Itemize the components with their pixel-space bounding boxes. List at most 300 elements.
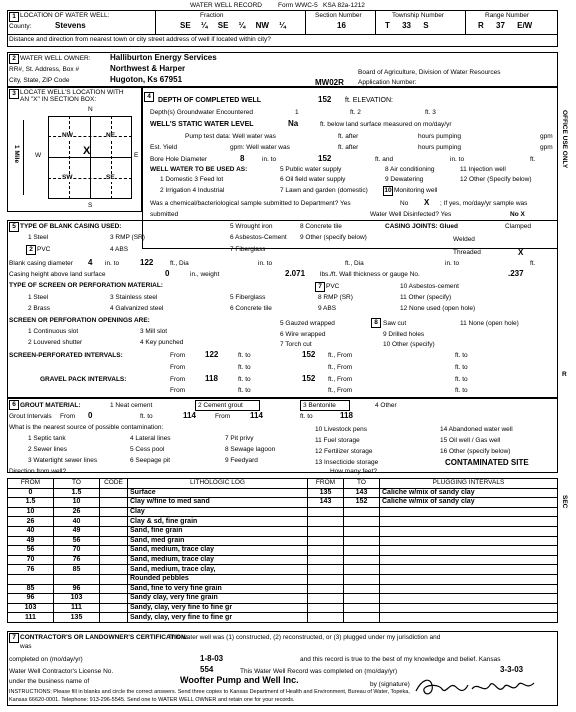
log-plug-to [344,603,380,613]
log-to: 10 [54,498,100,508]
log-description: Sand, medium, trace clay, [128,565,308,575]
license-label: Water Well Contractor's License No. [9,668,114,675]
log-header-lithologic: LITHOLOGIC LOG [128,479,308,489]
contam-8: 8 Sewage lagoon [225,446,276,453]
use-8: 8 Air conditioning [385,166,435,173]
instructions-text-2: Kansas 66620-0001. Telephone: 913-296-5545. Send one to WATER WELL OWNER and retain one for your records. [9,697,295,703]
county-value: Stevens [55,21,86,30]
section-number-7: 7 [9,633,19,643]
gravel-ft-from: ft., From [328,376,353,383]
log-to: 111 [54,603,100,613]
use-5: 5 Public water supply [280,166,342,173]
static-tail: ft. below land surface measured on mo/day/yr [320,121,452,128]
city-value: Hugoton, Ks 67951 [110,75,183,84]
casing-4: 4 ABS [110,246,129,253]
bore-ft-and: ft. and [375,156,394,163]
contam-1: 1 Septic tank [28,435,66,442]
log-to: 76 [54,555,100,565]
log-description: Rounded pebbles [128,574,308,584]
opening-5: 5 Gauzed wrapped [280,320,335,327]
contam-11: 11 Fuel storage [315,437,360,444]
log-code [100,507,128,517]
screen-8: 8 RMP (SR) [318,294,353,301]
log-description: Sand, medium, trace clay [128,546,308,556]
log-plug-description [380,507,558,517]
log-plug-from [308,574,344,584]
groundwater-3: ft. 3 [425,109,436,116]
sample-tail: ; If yes, mo/day/yr sample was [440,200,528,207]
casing-label: TYPE OF BLANK CASING USED: [20,223,122,230]
use-1: 1 Domestic 3 Feed lot [160,176,224,183]
blank-to-value: 122 [140,258,154,267]
contam-13: 13 Insecticide storage [315,459,379,466]
log-from [8,574,54,584]
distance-label: Distance and direction from nearest town or city street address of well if located within city? [9,36,271,43]
log-to: 40 [54,517,100,527]
joints-clamped: Clamped [505,223,532,230]
range-label: Range Number [485,12,530,19]
blank-ft-dia: ft., Dia [170,260,189,267]
fraction-label: Fraction [200,12,224,19]
record-date: 3-3-03 [500,665,524,674]
log-code [100,584,128,594]
log-plug-to [344,574,380,584]
log-to: 70 [54,546,100,556]
blank-in-to-3: in. to [445,260,460,267]
elevation-label: ft. ELEVATION: [345,97,393,104]
contam-10: 10 Livestock pens [315,426,368,433]
gpm-2: gpm [540,144,553,151]
township-label: Township Number [392,12,445,19]
log-plug-from [308,536,344,546]
bore-label: Bore Hole Diameter [150,156,208,163]
use-6: 6 Oil field water supply [280,176,346,183]
bore-ft: ft. [530,156,536,163]
log-description: Sandy, clay, very fine to fine gr [128,613,308,623]
log-description: Sandy, clay, very fine to fine gr [128,603,308,613]
log-plug-from: 135 [308,488,344,498]
log-plug-from [308,526,344,536]
section-number-3: 3 [9,89,19,99]
screen-to-value: 152 [302,350,316,359]
static-value: Na [288,119,299,128]
grout-ft-to: ft. to [140,413,153,420]
city-label: City, State, ZIP Code [9,77,70,84]
log-from: 96 [8,594,54,604]
contam-5: 5 Cess pool [130,446,165,453]
se-label: SE [106,174,115,181]
county-label: County: [9,23,32,30]
log-from: 1.5 [8,498,54,508]
opening-11: 11 None (open hole) [460,320,519,327]
log-plug-from [308,546,344,556]
application-label: Application Number: [358,79,417,86]
lithologic-log-table [7,478,558,623]
grout-from-value: 0 [88,411,93,420]
log-code [100,603,128,613]
office-use-label: OFFICE USE ONLY [561,110,568,169]
grout-from-2: From [215,413,231,420]
log-from: 10 [8,507,54,517]
log-code [100,526,128,536]
log-code [100,517,128,527]
table-row [8,603,558,613]
hours-pumping-1: hours pumping [418,133,461,140]
log-to: 56 [54,536,100,546]
screen-6: 6 Concrete tile [230,305,272,312]
grout-label: GROUT MATERIAL: [20,402,81,409]
log-plug-description [380,584,558,594]
grout-2: 2 Cement grout [198,402,243,409]
gravel-ft-to-3: ft. to [238,387,251,394]
west-label: W [35,152,42,159]
blank-ft-dia-2: ft., Dia [345,260,364,267]
gravel-from-label-2: From [170,387,186,394]
instructions-text: INSTRUCTIONS: Please fill in blanks and circle the correct answers. Send three copies to Kansas Department of Health and Environment, Bureau of Water, Topeka, [9,689,410,695]
log-description: Sand, med grain [128,536,308,546]
joints-welded: Welded [453,236,475,243]
height-value: 0 [165,269,170,278]
gravel-from-label: From [170,376,186,383]
signature-label: by (signature) [370,681,410,688]
gpm-1: gpm [540,133,553,140]
casing-2: PVC [37,246,51,253]
log-plug-to: 152 [344,498,380,508]
table-row [8,517,558,527]
log-code [100,613,128,623]
log-from: 49 [8,536,54,546]
casing-8: 8 Concrete tile [300,223,342,230]
table-row [8,594,558,604]
log-to: 26 [54,507,100,517]
groundwater-2: ft. 2 [350,109,361,116]
log-from: 26 [8,517,54,527]
use-10-box: 10 [384,187,392,194]
log-plug-description [380,603,558,613]
log-plug-description [380,546,558,556]
log-code [100,546,128,556]
log-plug-to [344,536,380,546]
opening-9: 9 Drilled holes [383,331,425,338]
log-plug-description [380,536,558,546]
opening-2: 2 Louvered shutter [28,339,83,346]
gravel-ft-to-4: ft. to [455,387,468,394]
section-number-4: 4 [144,92,154,102]
grout-ft-to-2: ft. to [300,413,313,420]
log-code [100,536,128,546]
ne-label: NE [106,132,116,139]
address-label: RR#, St. Address, Box # [9,66,80,73]
use-label: WELL WATER TO BE USED AS: [150,166,248,173]
table-row [8,613,558,623]
cert-was: was [20,643,32,650]
log-description: Clay & sd, fine grain [128,517,308,527]
casing-9: 9 Other (specify below) [300,234,367,241]
log-plug-description [380,526,558,536]
gravel-ft-to: ft. to [238,376,251,383]
use-12: 12 Other (Specify below) [460,176,532,183]
log-to: 135 [54,613,100,623]
log-header-plugging: PLUGGING INTERVALS [380,479,558,489]
bore-in-to: in. to [262,156,277,163]
log-to: 96 [54,584,100,594]
range-value: R 37 E/W [478,21,533,30]
log-code [100,594,128,604]
grout-intervals-label: Grout Intervals [9,413,52,420]
log-plug-description [380,574,558,584]
log-from: 103 [8,603,54,613]
log-plug-to [344,517,380,527]
pump-test-label: Pump test data: Well water was [185,133,276,140]
log-to: 85 [54,565,100,575]
screen-ft-to-3: ft. to [238,364,251,371]
business-label: under the business name of [9,678,90,685]
log-plug-from [308,613,344,623]
screen-7: PVC [326,283,340,290]
log-plug-description [380,613,558,623]
joints-threaded: Threaded [453,249,481,256]
table-row [8,488,558,498]
true-text: and this record is true to the best of my knowledge and belief. Kansas [300,656,501,663]
contam-4: 4 Lateral lines [130,435,171,442]
log-code [100,498,128,508]
log-from: 56 [8,546,54,556]
screen-from-label-2: From [170,364,186,371]
opening-3: 3 Mill slot [140,328,168,335]
section-value: 16 [337,21,346,30]
blank-dia-value: 4 [88,258,93,267]
log-description: Clay [128,507,308,517]
log-header-to-2: TO [344,479,380,489]
grout-4: 4 Other [375,402,397,409]
casing-3: 3 RMP (SR) [110,234,145,241]
contam-14: 14 Abandoned water well [440,426,513,433]
log-plug-to [344,546,380,556]
yield-gpm: gpm: Well water was [230,144,290,151]
section-label: Section Number [315,12,362,19]
log-code [100,488,128,498]
east-label: E [134,152,139,159]
log-description: Sandy clay, very fine grain [128,594,308,604]
table-row [8,555,558,565]
log-plug-to [344,507,380,517]
yield-label: Est. Yield [150,144,178,151]
section-number-2: 2 [9,54,19,64]
table-row [8,507,558,517]
howmany-label: How many feet? [330,468,377,475]
section-number-6: 6 [9,400,19,410]
completed-value: 1-8-03 [200,654,224,663]
static-label: WELL'S STATIC WATER LEVEL [150,121,254,128]
grout-1: 1 Neat cement [110,402,153,409]
depth-value: 152 [318,95,332,104]
screen-from-value: 122 [205,350,219,359]
log-plug-description [380,555,558,565]
completed-label: completed on (mo/day/yr) [9,656,83,663]
screen-9: 9 ABS [318,305,337,312]
log-header-from: FROM [8,479,54,489]
direction-label: Direction from well? [9,468,67,475]
screen-ft-to-4: ft. to [455,364,468,371]
gravel-ft-from-2: ft., From [328,387,353,394]
gravel-label: GRAVEL PACK INTERVALS: [40,376,127,383]
casing-section [7,220,558,398]
screen-10: 10 Asbestos-cement [400,283,459,290]
application-id: MW02R [315,78,344,87]
blank-dia-label: Blank casing diameter [9,260,73,267]
board-label: Board of Agriculture, Division of Water Resources [358,69,501,76]
log-from: 76 [8,565,54,575]
contam-6: 6 Seepage pit [130,457,171,464]
log-to [54,574,100,584]
use-2: 2 Irrigation 4 Industrial [160,187,225,194]
ksa-ref: KSA 82a-1212 [323,2,365,9]
side-sec-label: SEC [561,495,568,509]
blank-in-to: in. to [105,260,120,267]
gravel-from-value: 118 [205,374,218,383]
contam-9: 9 Feedyard [225,457,258,464]
height-label: Casing height above land surface [9,271,106,278]
log-plug-from [308,584,344,594]
log-description: Sand, medium, trace clay [128,555,308,565]
bore-in-to-2: in. to [450,156,465,163]
address-value: Northwest & Harper [110,64,186,73]
log-code [100,565,128,575]
ft-after-1: ft. after [338,133,359,140]
openings-label: SCREEN OR PERFORATION OPENINGS ARE: [9,317,150,324]
depth-label: DEPTH OF COMPLETED WELL [158,97,262,104]
mile-label: 1 Mile [13,145,20,164]
log-to: 103 [54,594,100,604]
log-from: 111 [8,613,54,623]
bore-value: 8 [240,154,245,163]
grout-to-value-2: 118 [340,411,353,420]
contractor-signature [412,675,542,701]
log-description: Surface [128,488,308,498]
screen-3: 3 Stainless steel [110,294,158,301]
north-label: N [88,106,93,113]
screen-5: 5 Fiberglass [230,294,266,301]
log-code [100,555,128,565]
side-r-label: R [562,371,567,378]
use-10: Monitoring well [394,187,438,194]
blank-ft: ft. [530,260,536,267]
log-plug-from [308,594,344,604]
section-number-1: 1 [9,12,19,22]
joints-label: CASING JOINTS: Glued [385,223,458,230]
screen-2: 2 Brass [28,305,51,312]
opening-4: 4 Key punched [140,339,184,346]
log-plug-to [344,613,380,623]
ft-after-2: ft. after [338,144,359,151]
log-from: 40 [8,526,54,536]
gravel-ft-to-2: ft. to [455,376,468,383]
log-plug-from: 143 [308,498,344,508]
groundwater-label: Depth(s) Groundwater Encountered [150,109,253,116]
cert-label: CONTRACTOR'S OR LANDOWNER'S CERTIFICATION: [20,634,188,641]
table-row [8,546,558,556]
sample-no: No [400,200,409,207]
log-plug-description [380,565,558,575]
log-description: Sand, fine to very fine grain [128,584,308,594]
contam-15: 15 Oil well / Gas well [440,437,501,444]
casing-2-box: 2 [26,245,36,255]
weight-value: 2.071 [285,269,306,278]
disinfected-label: Water Well Disinfected? Yes [370,211,452,218]
casing-5: 5 Wrought iron [230,223,273,230]
opening-7: 7 Torch cut [280,341,312,348]
contam-3: 3 Watertight sewer lines [28,457,98,464]
log-plug-from [308,555,344,565]
grout-from: From [60,413,76,420]
fraction-value: SE ¼ SE ¼ NW ¼ [180,21,286,30]
screen-ft-to-2: ft. to [455,352,468,359]
screen-12: 12 None used (open hole) [400,305,476,312]
opening-6: 6 Wire wrapped [280,331,326,338]
opening-10: 10 Other (specify) [383,341,435,348]
gravel-to-value: 152 [302,374,316,383]
use-9: 9 Dewatering [385,176,424,183]
screen-from-label: From [170,352,186,359]
submitted-label: submitted [150,211,179,218]
casing-6: 6 Asbestos-Cement [230,234,287,241]
casing-7: 7 Fiberglass [230,246,266,253]
weight-label: in., weight [190,271,220,278]
log-plug-to [344,565,380,575]
log-header-code: CODE [100,479,128,489]
contam-16: 16 Other (specify below) [440,448,511,455]
log-header-to: TO [54,479,100,489]
log-plug-description: Caliche w/mix of sandy clay [380,498,558,508]
log-from: 85 [8,584,54,594]
groundwater-1: 1 [295,109,299,116]
table-row [8,565,558,575]
contam-12: 12 Fertilizer storage [315,448,373,455]
form-number: Form WWC-5 [278,2,318,9]
log-plug-from [308,565,344,575]
screen-label: TYPE OF SCREEN OR PERFORATION MATERIAL: [9,282,163,289]
log-description: Clay w/fine to med sand [128,498,308,508]
grout-from-value-2: 114 [250,411,263,420]
well-location-mark: X [83,145,91,157]
opening-8: Saw cut [383,320,407,327]
log-description: Sand, fine grain [128,526,308,536]
blank-in-to-2: in. to [258,260,273,267]
opening-1: 1 Continuous slot [28,328,79,335]
log-plug-description [380,594,558,604]
hours-pumping-2: hours pumping [418,144,461,151]
section-number-5: 5 [9,222,19,232]
license-value: 554 [200,665,214,674]
log-plug-to [344,594,380,604]
log-from: 0 [8,488,54,498]
screen-ft-from: ft., From [328,352,353,359]
location-label: LOCATION OF WATER WELL: [20,12,110,19]
screen-11: 11 Other (specify) [400,294,452,301]
form-title: WATER WELL RECORD [190,2,262,9]
screen-intervals-label: SCREEN-PERFORATED INTERVALS: [9,352,123,359]
sample-label: Was a chemical/bacteriological sample submitted to Department? Yes [150,200,351,207]
log-from: 70 [8,555,54,565]
township-value: T 33 S [385,21,429,30]
log-plug-from [308,603,344,613]
screen-7-box: 7 [315,282,325,292]
casing-1: 1 Steel [28,234,49,241]
log-plug-to [344,584,380,594]
use-11: 11 Injection well [460,166,506,173]
log-to: 1.5 [54,488,100,498]
use-7: 7 Lawn and garden (domestic) [280,187,368,194]
